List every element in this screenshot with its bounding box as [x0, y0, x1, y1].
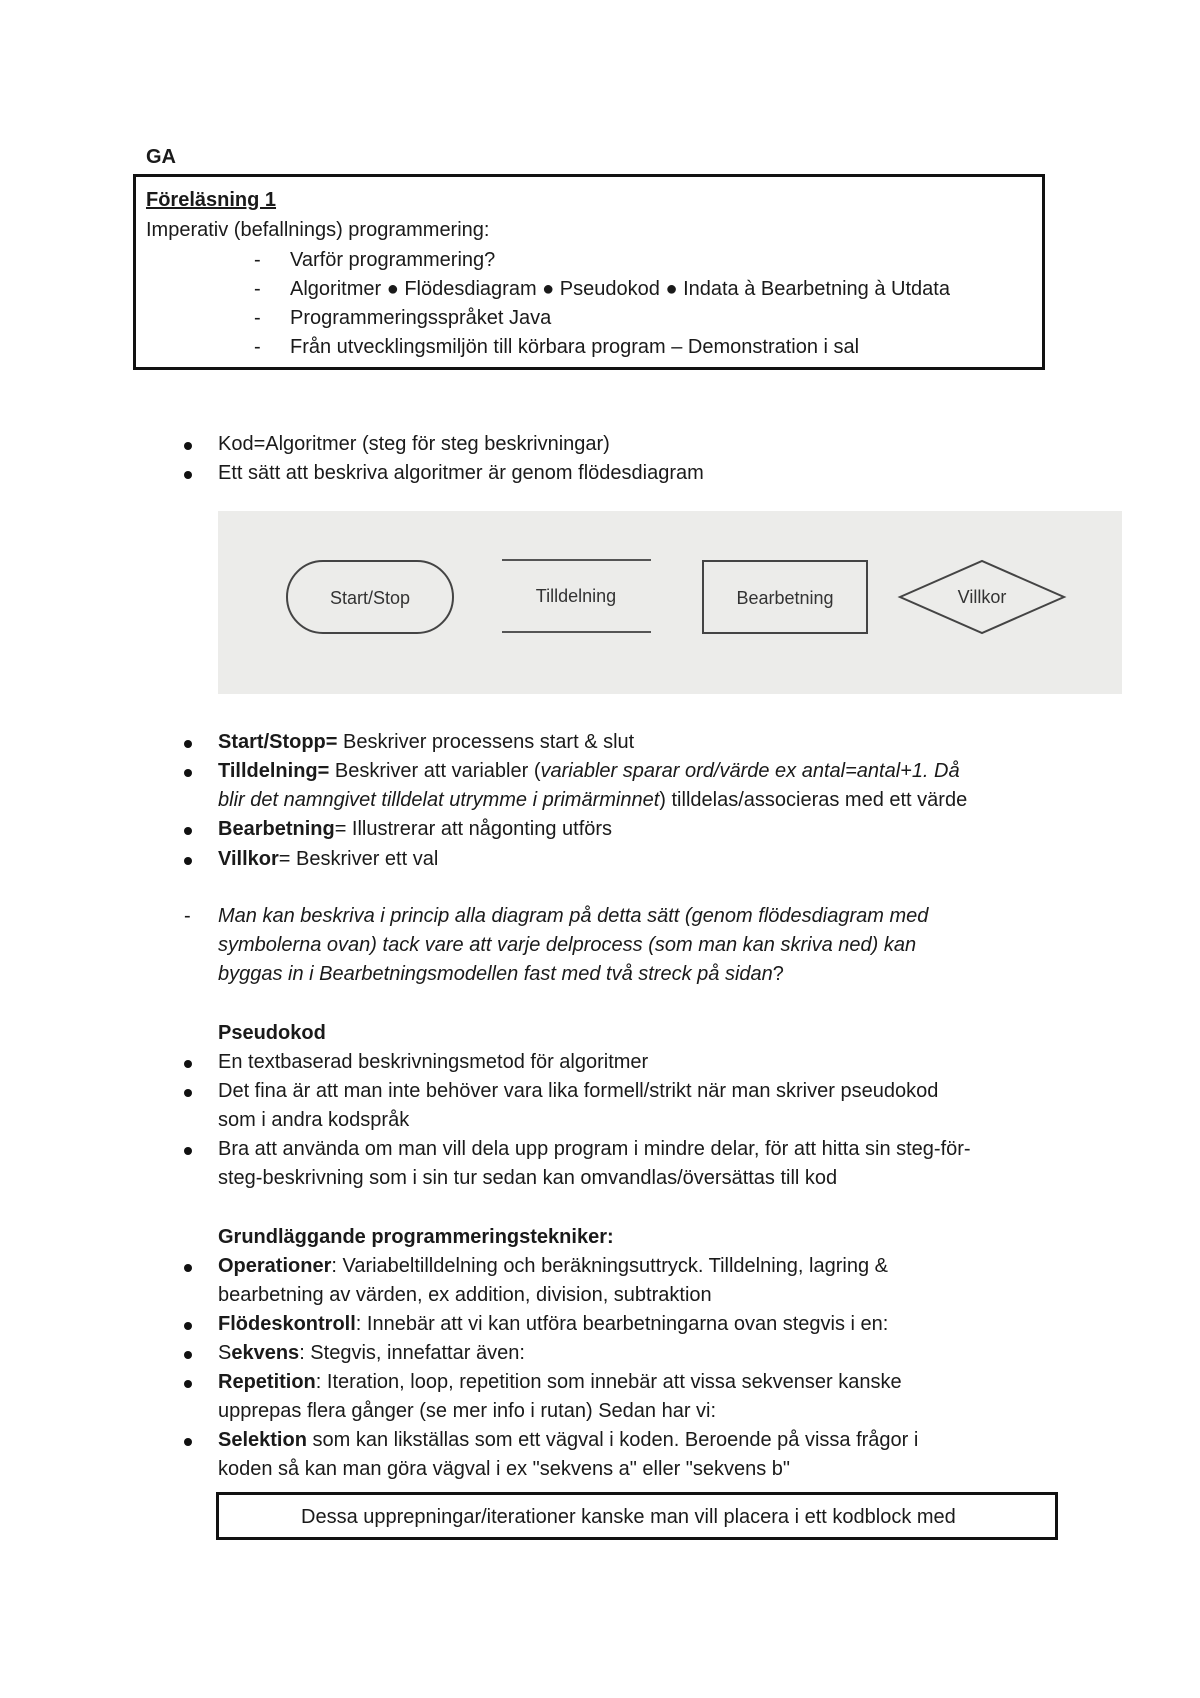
lecture-summary-box	[133, 174, 1045, 370]
document-header: GA	[146, 146, 176, 168]
bullet-icon	[184, 1351, 192, 1359]
flowchart-symbols-figure	[218, 511, 1122, 694]
note-line: byggas in i Bearbetningsmodellen fast med två streck på sidan?	[218, 963, 784, 985]
bullet-icon	[184, 857, 192, 865]
shape-label-villkor: Villkor	[957, 587, 1007, 607]
lecture-subtitle: Imperativ (befallnings) programmering:	[146, 219, 490, 241]
bullet-icon	[184, 1380, 192, 1388]
bullet-icon	[184, 769, 192, 777]
bullet-icon	[184, 1147, 192, 1155]
bullet-icon	[184, 740, 192, 748]
bullet-icon	[184, 1264, 192, 1272]
bullet-icon	[184, 471, 192, 479]
shape-label-start-stop: Start/Stop	[329, 588, 411, 608]
bullet-icon	[184, 1438, 192, 1446]
lecture-item: - Programmeringsspråket Java	[254, 307, 552, 329]
shape-label-bearbetning: Bearbetning	[736, 588, 834, 608]
definition-tilldelning-cont: blir det namngivet tilldelat utrymme i primärminnet) tilldelas/associeras med ett värde	[218, 789, 968, 811]
bullet-icon	[184, 1322, 192, 1330]
bullet-icon	[184, 1060, 192, 1068]
lecture-item: - Varför programmering?	[254, 249, 496, 271]
note-line: symbolerna ovan) tack vare att varje delprocess (som man kan skriva ned) kan	[218, 934, 917, 956]
technique-selektion-cont: koden så kan man göra vägval i ex "sekvens a" eller "sekvens b"	[218, 1458, 791, 1480]
info-box-text: Dessa upprepningar/iterationer kanske man vill placera i ett kodblock med	[301, 1506, 956, 1528]
note-line: Man kan beskriva i princip alla diagram på detta sätt (genom flödesdiagram med	[218, 905, 929, 927]
lecture-item: - Från utvecklingsmiljön till körbara program – Demonstration i sal	[254, 336, 860, 358]
pseudokod-heading: Pseudokod	[218, 1022, 326, 1044]
bullet-item-cont: steg-beskrivning som i sin tur sedan kan omvandlas/översättas till kod	[218, 1167, 838, 1189]
note-dash: -	[184, 905, 191, 927]
technique-operationer-cont: bearbetning av värden, ex addition, division, subtraktion	[218, 1284, 712, 1306]
shape-label-tilldelning: Tilldelning	[535, 586, 617, 606]
technique-repetition-cont: upprepas flera gånger (se mer info i rutan) Sedan har vi:	[218, 1400, 717, 1422]
bullet-icon	[184, 827, 192, 835]
bullet-icon	[184, 442, 192, 450]
info-box	[216, 1492, 1058, 1540]
bullet-icon	[184, 1089, 192, 1097]
lecture-title: Föreläsning 1	[146, 189, 277, 211]
techniques-heading: Grundläggande programmeringstekniker:	[218, 1226, 614, 1248]
bullet-item-cont: som i andra kodspråk	[218, 1109, 410, 1131]
lecture-item: - Algoritmer ● Flödesdiagram ● Pseudokod ● Indata à Bearbetning à Utdata	[254, 278, 950, 300]
